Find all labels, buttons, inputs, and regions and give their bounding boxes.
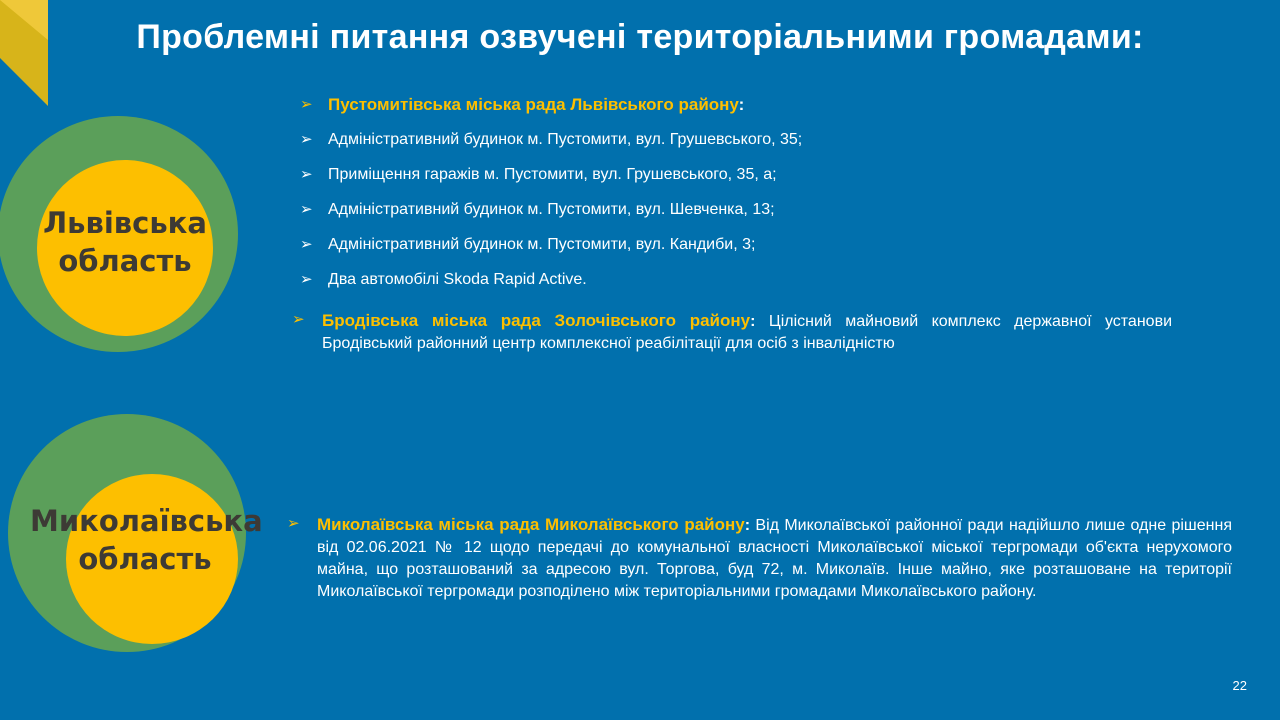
list-item — [300, 270, 940, 305]
region-label-lviv — [30, 205, 220, 280]
region-label-line1: Миколаївська — [30, 504, 263, 538]
list-item-text: Два автомобілі Skoda Rapid Active. — [328, 271, 587, 288]
list-item-text: Адміністративний будинок м. Пустомити, вул. Грушевського, 35; — [328, 131, 803, 148]
arrow-bullet-icon: ➢ — [287, 515, 300, 532]
page-title: Проблемні питання озвучені територіальними громадами: — [136, 18, 1144, 56]
brody-heading: Бродівська міська рада Золочівського району — [322, 311, 751, 330]
mykolaiv-heading: Миколаївська міська рада Миколаївського району — [317, 515, 745, 534]
brody-paragraph — [322, 310, 1172, 355]
list-item — [300, 165, 940, 200]
heading-text: Пустомитівська міська рада Львівського району — [328, 95, 739, 114]
mykolaiv-paragraph — [317, 514, 1232, 603]
page-number: 22 — [1232, 678, 1247, 693]
region-label-mykolaiv — [30, 503, 263, 578]
mykolaiv-block — [287, 514, 1232, 603]
mykolaiv-colon: : — [744, 517, 751, 534]
heading-colon: : — [738, 95, 745, 114]
brody-text: Цілісний майновий комплекс державної установи Бродівський районний центр комплексної реабілітації для осіб з інвалідністю — [322, 313, 1173, 352]
arrow-bullet-icon: ➢ — [300, 201, 313, 218]
region-label-line1: Львівська — [43, 206, 207, 240]
list-item — [300, 130, 940, 165]
list-item — [300, 200, 940, 235]
list-heading — [300, 95, 940, 130]
arrow-bullet-icon: ➢ — [300, 166, 313, 183]
list-item-text: Адміністративний будинок м. Пустомити, вул. Шевченка, 13; — [328, 201, 775, 218]
mykolaiv-text: Від Миколаївської районної ради надійшло лише одне рішення від 02.06.2021 № 12 щодо передачі до комунальної власності Миколаївської міської тергромади об'єкта нерухомого майна, що розташований за адресою вул. Торгова, буд 72, м. Миколаїв. Інше майно, яке розташоване на території Миколаївської тергромади розподілено між територіальними громадами Миколаївського району. — [317, 517, 1233, 600]
list-item-text: Приміщення гаражів м. Пустомити, вул. Грушевського, 35, а; — [328, 166, 777, 183]
list-item-text: Адміністративний будинок м. Пустомити, вул. Кандиби, 3; — [328, 236, 756, 253]
brody-block — [292, 310, 1172, 355]
region-label-line2: область — [58, 243, 192, 278]
arrow-bullet-icon: ➢ — [300, 236, 313, 253]
list-item — [300, 235, 940, 270]
arrow-bullet-icon: ➢ — [300, 96, 313, 113]
lviv-list — [300, 95, 940, 305]
arrow-bullet-icon: ➢ — [300, 271, 313, 288]
region-label-line2: область — [78, 541, 212, 576]
arrow-bullet-icon: ➢ — [292, 311, 305, 328]
brody-colon: : — [750, 313, 756, 330]
arrow-bullet-icon: ➢ — [300, 131, 313, 148]
